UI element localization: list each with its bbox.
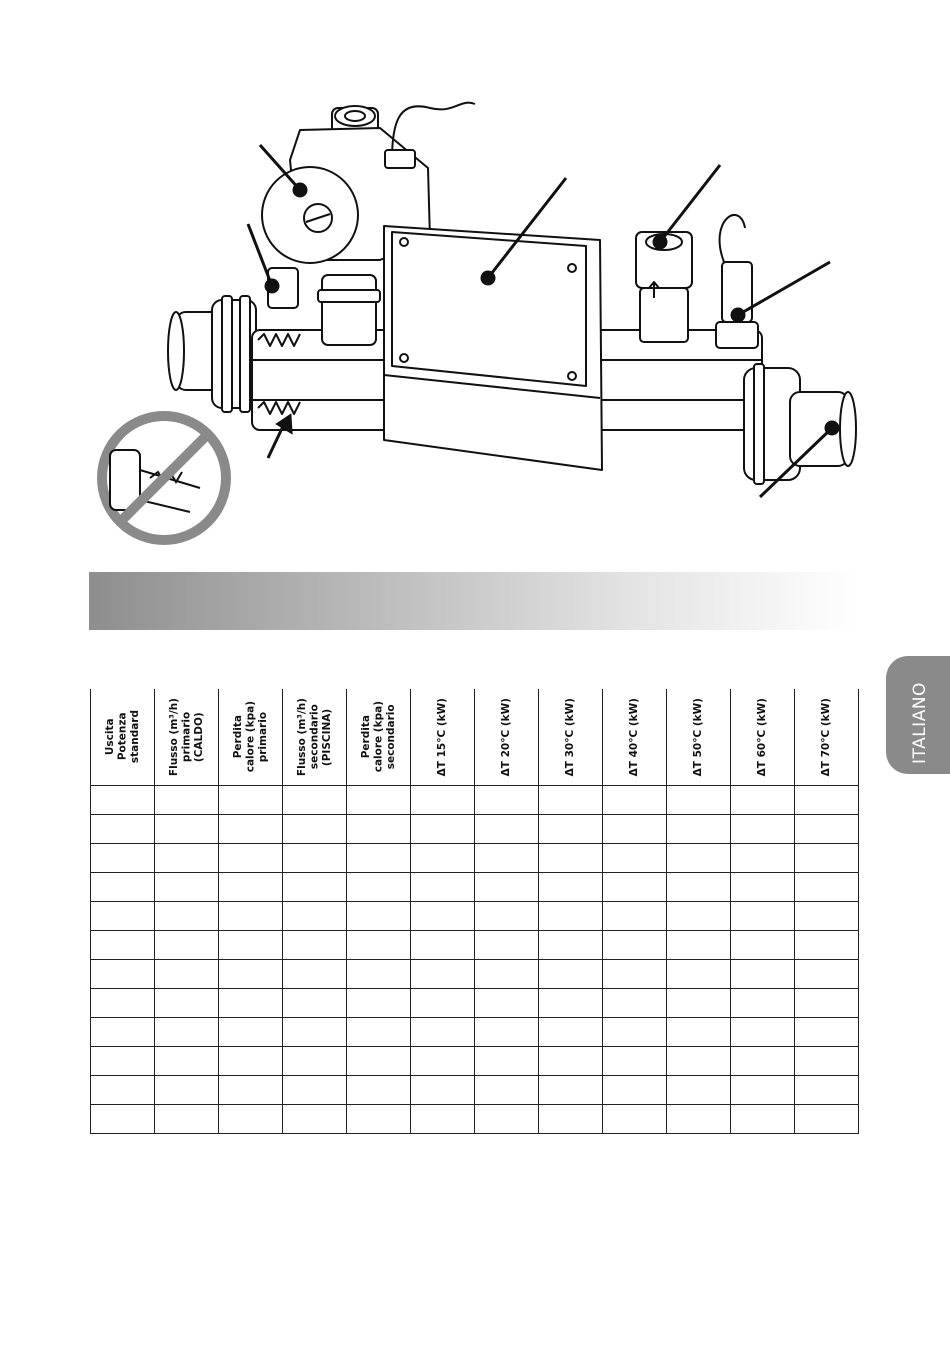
table-cell: [219, 902, 283, 931]
column-header-label: Uscita Potenza standard: [103, 710, 141, 764]
column-header-label: ΔT 15°C (kW): [436, 697, 449, 777]
column-header-label: ΔT 40°C (kW): [628, 697, 641, 777]
table-cell: [155, 989, 219, 1018]
table-cell: [283, 902, 347, 931]
table-cell: [539, 902, 603, 931]
table-cell: [155, 1105, 219, 1134]
table-cell: [731, 960, 795, 989]
table-cell: [411, 1105, 475, 1134]
table-row: [91, 815, 859, 844]
column-header: [411, 689, 475, 786]
table-cell: [731, 815, 795, 844]
table-cell: [539, 815, 603, 844]
column-header: [91, 689, 155, 786]
table-cell: [155, 931, 219, 960]
table-cell: [603, 873, 667, 902]
table-cell: [283, 989, 347, 1018]
table-cell: [155, 786, 219, 815]
table-cell: [795, 902, 859, 931]
column-header-label: Perdita calore (kpa) secondario: [359, 701, 397, 773]
table-cell: [219, 815, 283, 844]
table-cell: [603, 786, 667, 815]
table-cell: [731, 1105, 795, 1134]
section-header-band: [89, 572, 859, 630]
table-cell: [219, 844, 283, 873]
table-cell: [603, 1018, 667, 1047]
table-cell: [795, 815, 859, 844]
table-cell: [347, 1105, 411, 1134]
table-cell: [731, 873, 795, 902]
table-cell: [603, 815, 667, 844]
table-cell: [603, 1076, 667, 1105]
table-cell: [219, 786, 283, 815]
table-cell: [475, 786, 539, 815]
table-cell: [91, 960, 155, 989]
table-cell: [91, 1047, 155, 1076]
table-cell: [283, 1076, 347, 1105]
table-cell: [411, 1076, 475, 1105]
column-header: [731, 689, 795, 786]
table-cell: [795, 1047, 859, 1076]
table-cell: [411, 1047, 475, 1076]
table-cell: [347, 960, 411, 989]
table-row: [91, 1018, 859, 1047]
table-cell: [731, 1047, 795, 1076]
table-row: [91, 786, 859, 815]
table-cell: [795, 931, 859, 960]
column-header-label: Perdita calore (kpa) primario: [231, 701, 269, 773]
table-row: [91, 902, 859, 931]
table-cell: [475, 1076, 539, 1105]
table-cell: [91, 873, 155, 902]
table-cell: [219, 1105, 283, 1134]
table-cell: [475, 1047, 539, 1076]
table-cell: [539, 1047, 603, 1076]
table-cell: [411, 815, 475, 844]
table-cell: [539, 989, 603, 1018]
table-cell: [411, 844, 475, 873]
table-cell: [155, 902, 219, 931]
table-cell: [283, 960, 347, 989]
table-cell: [667, 1076, 731, 1105]
table-cell: [795, 844, 859, 873]
table-cell: [667, 873, 731, 902]
column-header: [603, 689, 667, 786]
table-cell: [411, 931, 475, 960]
table-cell: [667, 902, 731, 931]
table-cell: [731, 1018, 795, 1047]
table-cell: [539, 844, 603, 873]
table-cell: [91, 931, 155, 960]
table-cell: [155, 815, 219, 844]
column-header: [155, 689, 219, 786]
table-cell: [731, 844, 795, 873]
table-cell: [155, 873, 219, 902]
table-cell: [667, 931, 731, 960]
table-cell: [91, 902, 155, 931]
table-cell: [603, 931, 667, 960]
table-cell: [283, 844, 347, 873]
table-cell: [795, 960, 859, 989]
table-cell: [347, 1047, 411, 1076]
table-row: [91, 1076, 859, 1105]
table-cell: [347, 931, 411, 960]
table-cell: [411, 989, 475, 1018]
table-row: [91, 1105, 859, 1134]
table-row: [91, 931, 859, 960]
table-cell: [795, 1105, 859, 1134]
table-cell: [667, 815, 731, 844]
table-cell: [795, 786, 859, 815]
language-tab-label: ITALIANO: [910, 682, 930, 764]
prohibition-sign: [102, 416, 226, 540]
table-cell: [91, 1076, 155, 1105]
table-cell: [731, 786, 795, 815]
heat-exchanger-diagram: [0, 0, 950, 560]
table-cell: [667, 989, 731, 1018]
column-header: [667, 689, 731, 786]
table-cell: [219, 1076, 283, 1105]
specification-table: [90, 689, 859, 1134]
table-cell: [411, 1018, 475, 1047]
table-row: [91, 844, 859, 873]
table-cell: [411, 786, 475, 815]
table-cell: [155, 1076, 219, 1105]
table-cell: [347, 873, 411, 902]
table-cell: [283, 786, 347, 815]
table-cell: [283, 1105, 347, 1134]
table-cell: [219, 960, 283, 989]
table-cell: [155, 1047, 219, 1076]
table-cell: [667, 960, 731, 989]
table-cell: [475, 960, 539, 989]
table-cell: [539, 873, 603, 902]
table-cell: [219, 989, 283, 1018]
table-cell: [219, 1018, 283, 1047]
table-cell: [411, 873, 475, 902]
table-cell: [347, 989, 411, 1018]
table-cell: [475, 844, 539, 873]
table-cell: [155, 960, 219, 989]
table-cell: [91, 815, 155, 844]
table-cell: [475, 873, 539, 902]
table-cell: [667, 1047, 731, 1076]
table-cell: [475, 931, 539, 960]
column-header: [283, 689, 347, 786]
table-cell: [347, 1018, 411, 1047]
table-cell: [283, 873, 347, 902]
table-cell: [91, 1105, 155, 1134]
table-cell: [411, 902, 475, 931]
table-cell: [475, 902, 539, 931]
table-cell: [283, 1047, 347, 1076]
table-cell: [91, 844, 155, 873]
table-cell: [667, 1105, 731, 1134]
table-cell: [539, 1105, 603, 1134]
column-header-label: Flusso (m³/h) primario (CALDO): [167, 697, 205, 777]
table-cell: [347, 902, 411, 931]
table-cell: [731, 1076, 795, 1105]
table-cell: [539, 786, 603, 815]
column-header: [795, 689, 859, 786]
table-cell: [795, 1076, 859, 1105]
column-header-label: ΔT 70°C (kW): [820, 697, 833, 777]
column-header: [475, 689, 539, 786]
table-cell: [91, 989, 155, 1018]
table-cell: [603, 1047, 667, 1076]
table-row: [91, 1047, 859, 1076]
table-cell: [667, 1018, 731, 1047]
table-cell: [475, 1018, 539, 1047]
table-header-row: [91, 689, 859, 786]
table-cell: [539, 1018, 603, 1047]
column-header-label: ΔT 20°C (kW): [500, 697, 513, 777]
table-cell: [539, 960, 603, 989]
table-cell: [475, 989, 539, 1018]
table-cell: [603, 989, 667, 1018]
table-cell: [539, 1076, 603, 1105]
table-cell: [731, 989, 795, 1018]
table-cell: [603, 960, 667, 989]
table-cell: [603, 902, 667, 931]
table-cell: [347, 815, 411, 844]
column-header: [539, 689, 603, 786]
table-cell: [283, 1018, 347, 1047]
table-cell: [603, 844, 667, 873]
table-cell: [283, 931, 347, 960]
table-cell: [155, 1018, 219, 1047]
table-row: [91, 989, 859, 1018]
table-cell: [667, 844, 731, 873]
table-row: [91, 873, 859, 902]
column-header-label: ΔT 60°C (kW): [756, 697, 769, 777]
column-header-label: Flusso (m³/h) secondario (PISCINA): [295, 697, 333, 777]
table-cell: [539, 931, 603, 960]
table-cell: [411, 960, 475, 989]
table-cell: [347, 1076, 411, 1105]
table-cell: [347, 786, 411, 815]
column-header-label: ΔT 30°C (kW): [564, 697, 577, 777]
column-header: [219, 689, 283, 786]
table-cell: [795, 989, 859, 1018]
table-cell: [795, 1018, 859, 1047]
table-cell: [731, 902, 795, 931]
table-cell: [475, 815, 539, 844]
table-cell: [91, 1018, 155, 1047]
table-cell: [219, 873, 283, 902]
table-cell: [219, 1047, 283, 1076]
table-cell: [731, 931, 795, 960]
column-header-label: ΔT 50°C (kW): [692, 697, 705, 777]
table-cell: [347, 844, 411, 873]
table-cell: [219, 931, 283, 960]
column-header: [347, 689, 411, 786]
table-cell: [795, 873, 859, 902]
language-tab: [886, 656, 950, 774]
table-cell: [155, 844, 219, 873]
table-cell: [603, 1105, 667, 1134]
table-cell: [91, 786, 155, 815]
table-cell: [475, 1105, 539, 1134]
table-cell: [283, 815, 347, 844]
table-row: [91, 960, 859, 989]
table-cell: [667, 786, 731, 815]
